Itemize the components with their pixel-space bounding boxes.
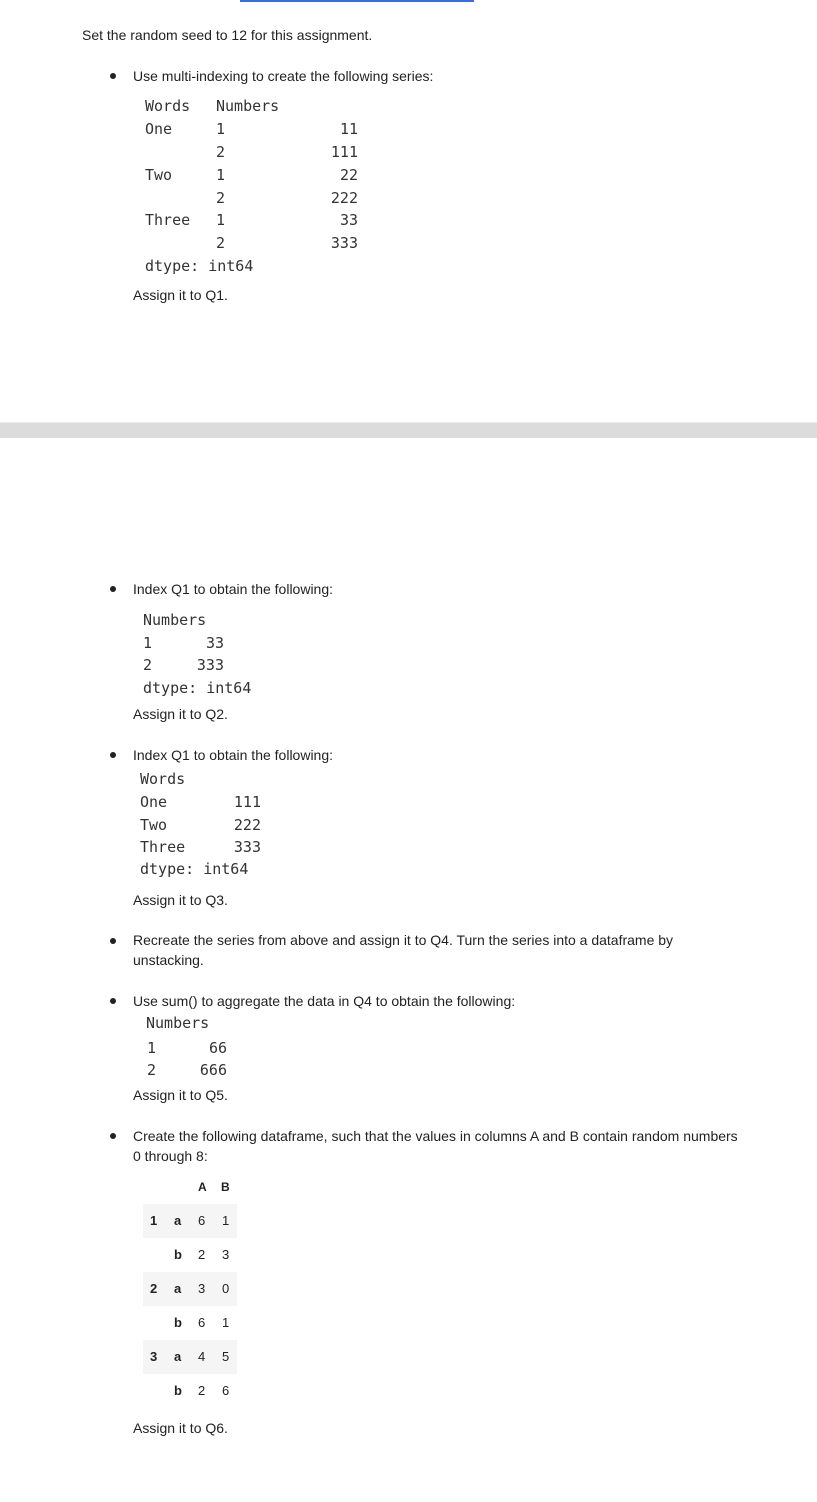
df-cell-b: 6 [222, 1383, 230, 1398]
df-col-a-header: A [198, 1180, 207, 1194]
q2-header: Numbers [143, 611, 207, 629]
q2-instruction: Index Q1 to obtain the following: [133, 581, 334, 597]
df-cell-a: 6 [198, 1213, 206, 1228]
q3-row-idx: Three [140, 838, 186, 856]
q1-row-num: 1 [216, 166, 226, 184]
q3-row-val: 222 [233, 816, 261, 834]
q1-header-words: Words [145, 97, 191, 115]
df-level0-index: 1 [150, 1213, 158, 1228]
q2-dtype: dtype: int64 [143, 679, 252, 697]
df-level1-index: a [174, 1281, 182, 1296]
q5-row-idx: 2 [147, 1061, 157, 1079]
bullet-q1 [110, 73, 116, 79]
df-level1-index: b [174, 1247, 182, 1262]
df-cell-a: 4 [198, 1349, 206, 1364]
q1-row-num: 2 [216, 143, 226, 161]
q1-assign: Assign it to Q1. [133, 287, 228, 303]
q1-row-val: 111 [330, 143, 358, 161]
q3-row-idx: Two [140, 816, 168, 834]
df-cell-b: 3 [222, 1247, 230, 1262]
q2-row-val: 333 [196, 656, 224, 674]
q5-row-val: 66 [208, 1039, 227, 1057]
bullet-q2 [110, 586, 116, 592]
q3-dtype: dtype: int64 [140, 860, 249, 878]
q1-row-val: 11 [339, 120, 358, 138]
q2-row-idx: 1 [143, 634, 153, 652]
q3-row-idx: One [140, 793, 168, 811]
df-level0-index: 2 [150, 1281, 158, 1296]
q1-header-numbers: Numbers [216, 97, 280, 115]
page-divider [0, 422, 817, 438]
bullet-q4 [110, 938, 116, 944]
q5-header: Numbers [146, 1014, 210, 1032]
top-link-underline [240, 0, 474, 2]
q2-row-idx: 2 [143, 656, 153, 674]
df-cell-b: 1 [222, 1213, 230, 1228]
q5-row-idx: 1 [147, 1039, 157, 1057]
df-level0-index: 3 [150, 1349, 158, 1364]
q3-header: Words [140, 770, 186, 788]
q1-row-val: 33 [339, 211, 358, 229]
q3-instruction: Index Q1 to obtain the following: [133, 747, 334, 763]
q6-instruction: Create the following dataframe, such that the values in columns A and B contain random numbers 0 through 8: [133, 1128, 738, 1164]
q1-row-word: Two [145, 166, 173, 184]
df-cell-a: 6 [198, 1315, 206, 1330]
q1-row-val: 333 [330, 234, 358, 252]
intro-text: Set the random seed to 12 for this assignment. [82, 27, 373, 43]
q5-row-val: 666 [199, 1061, 227, 1079]
q2-assign: Assign it to Q2. [133, 706, 228, 722]
df-col-b-header: B [221, 1180, 230, 1194]
df-cell-b: 0 [222, 1281, 230, 1296]
bullet-q6 [110, 1133, 116, 1139]
q1-row-num: 2 [216, 189, 226, 207]
df-cell-a: 2 [198, 1247, 206, 1262]
q3-row-val: 333 [233, 838, 261, 856]
bullet-q3 [110, 752, 116, 758]
q1-row-word: Three [145, 211, 191, 229]
q3-row-val: 111 [233, 793, 261, 811]
q1-row-val: 22 [339, 166, 358, 184]
df-level1-index: a [174, 1349, 182, 1364]
q5-instruction: Use sum() to aggregate the data in Q4 to obtain the following: [133, 993, 516, 1009]
q3-assign: Assign it to Q3. [133, 892, 228, 908]
q1-row-num: 1 [216, 120, 226, 138]
q1-row-num: 1 [216, 211, 226, 229]
q5-assign: Assign it to Q5. [133, 1087, 228, 1103]
df-cell-b: 1 [222, 1315, 230, 1330]
df-level1-index: b [174, 1383, 182, 1398]
df-cell-b: 5 [222, 1349, 230, 1364]
q1-row-num: 2 [216, 234, 226, 252]
q1-row-word: One [145, 120, 173, 138]
df-level1-index: b [174, 1315, 182, 1330]
df-cell-a: 3 [198, 1281, 206, 1296]
q6-assign: Assign it to Q6. [133, 1420, 228, 1436]
bullet-q5 [110, 998, 116, 1004]
df-level1-index: a [174, 1213, 182, 1228]
q2-row-val: 33 [205, 634, 224, 652]
q1-instruction: Use multi-indexing to create the following series: [133, 68, 434, 84]
df-cell-a: 2 [198, 1383, 206, 1398]
q1-dtype: dtype: int64 [145, 257, 254, 275]
q4-instruction: Recreate the series from above and assign it to Q4. Turn the series into a dataframe by unstacking. [133, 932, 674, 968]
q1-row-val: 222 [330, 189, 358, 207]
